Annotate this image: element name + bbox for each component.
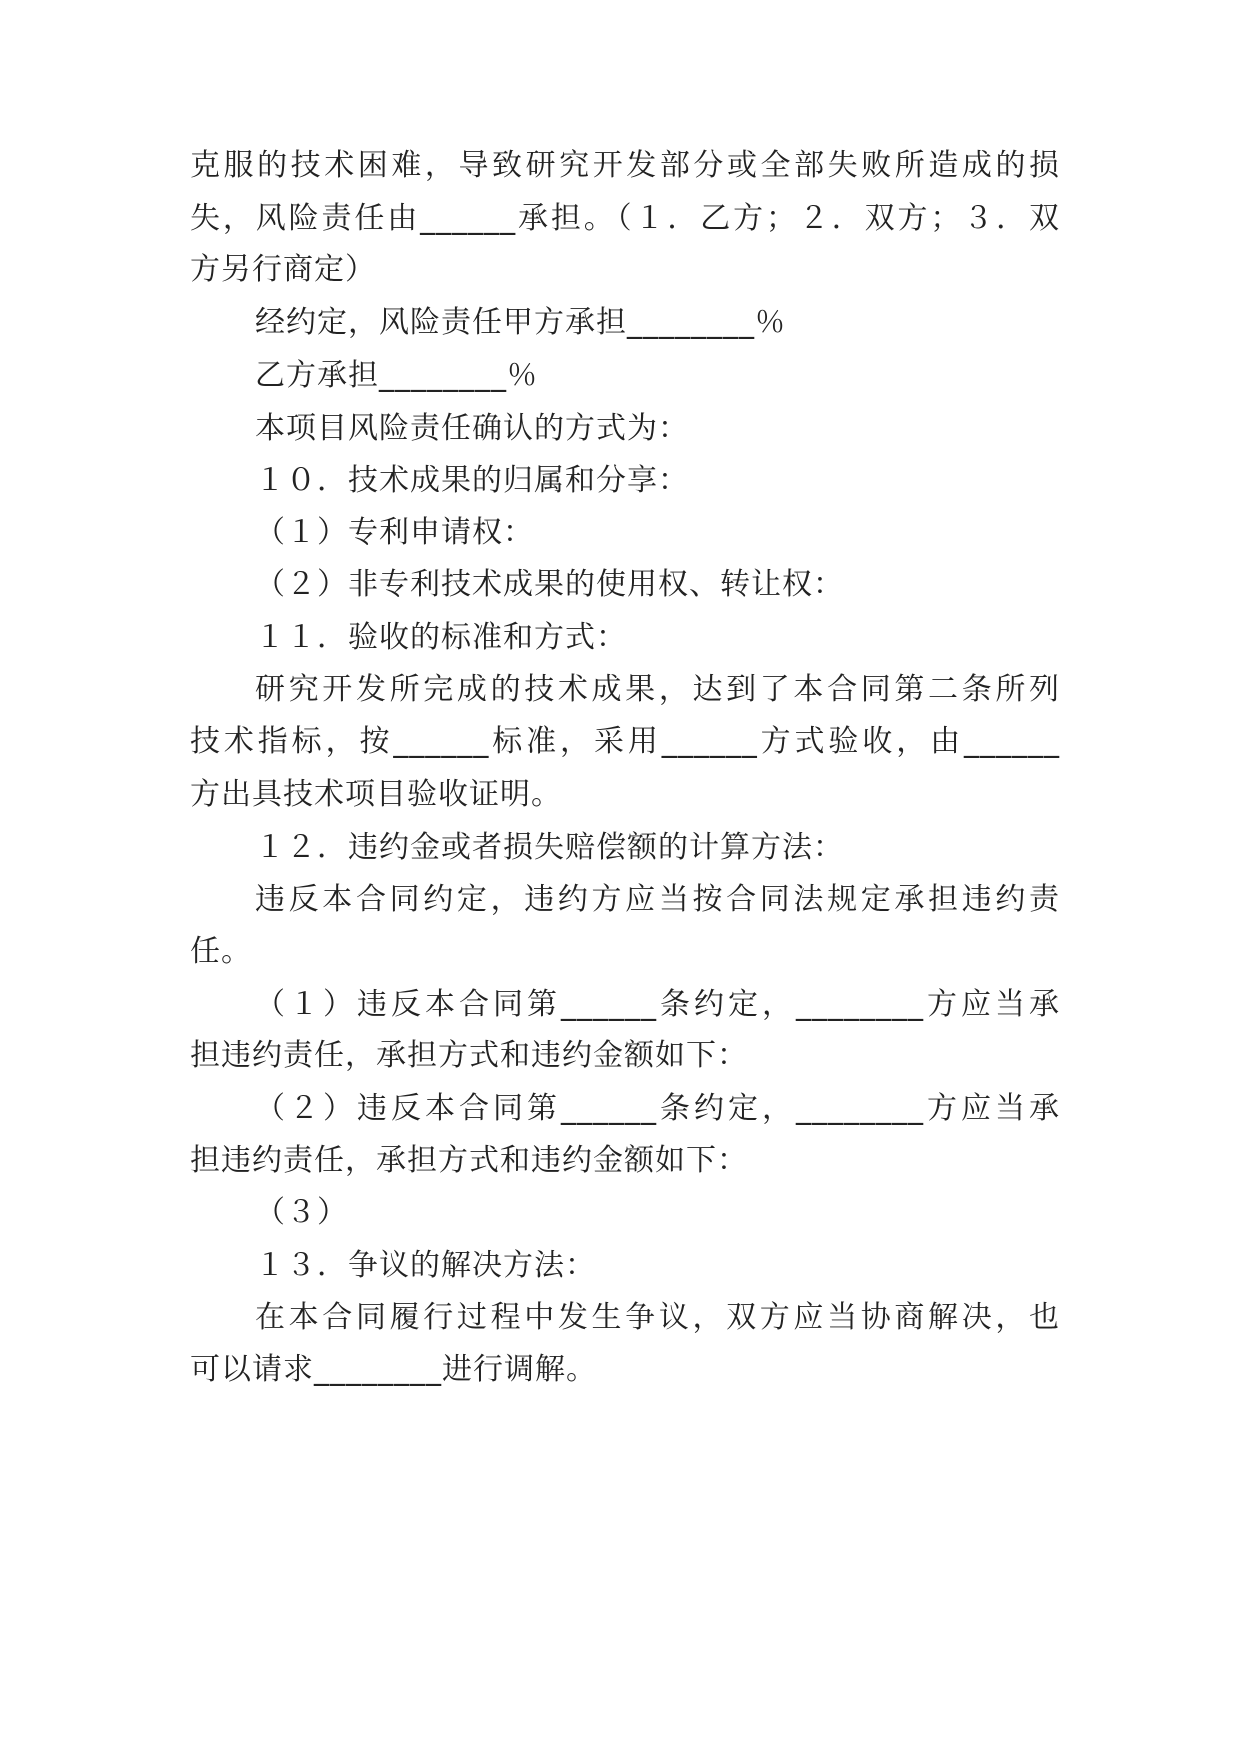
paragraph-line: （１）专利申请权： — [255, 515, 534, 550]
paragraph-line: 担违约责任，承担方式和违约金额如下： — [190, 1038, 748, 1073]
paragraph-line: 乙方承担________％ — [255, 358, 538, 393]
paragraph-line: 可以请求________进行调解。 — [190, 1352, 597, 1387]
paragraph-line: （２）违反本合同第______条约定，________方应当承 — [255, 1091, 1060, 1126]
paragraph-line: 研究开发所完成的技术成果，达到了本合同第二条所列 — [255, 672, 1060, 707]
paragraph-line: 经约定，风险责任甲方承担________％ — [255, 305, 786, 340]
section-heading: １０．技术成果的归属和分享： — [255, 463, 689, 498]
section-heading: １１．验收的标准和方式： — [255, 620, 627, 655]
paragraph-line: （３） — [255, 1195, 348, 1230]
paragraph-line: 技术指标，按______标准，采用______方式验收，由______ — [190, 724, 1060, 759]
paragraph-line: （２）非专利技术成果的使用权、转让权： — [255, 567, 844, 602]
paragraph-line: 克服的技术困难，导致研究开发部分或全部失败所造成的损 — [190, 148, 1060, 183]
paragraph-line: 违反本合同约定，违约方应当按合同法规定承担违约责 — [255, 882, 1060, 917]
paragraph-line: 在本合同履行过程中发生争议，双方应当协商解决，也 — [255, 1300, 1060, 1335]
paragraph-line: 方出具技术项目验收证明。 — [190, 777, 562, 812]
paragraph-line: （１）违反本合同第______条约定，________方应当承 — [255, 987, 1060, 1022]
paragraph-line: 本项目风险责任确认的方式为： — [255, 411, 689, 446]
section-heading: １３．争议的解决方法： — [255, 1248, 596, 1283]
section-heading: １２．违约金或者损失赔偿额的计算方法： — [255, 830, 844, 865]
paragraph-line: 方另行商定） — [190, 252, 376, 287]
paragraph-line: 失，风险责任由______承担。（１．乙方；２．双方；３．双 — [190, 201, 1060, 236]
paragraph-line: 任。 — [190, 934, 252, 969]
paragraph-line: 担违约责任，承担方式和违约金额如下： — [190, 1143, 748, 1178]
